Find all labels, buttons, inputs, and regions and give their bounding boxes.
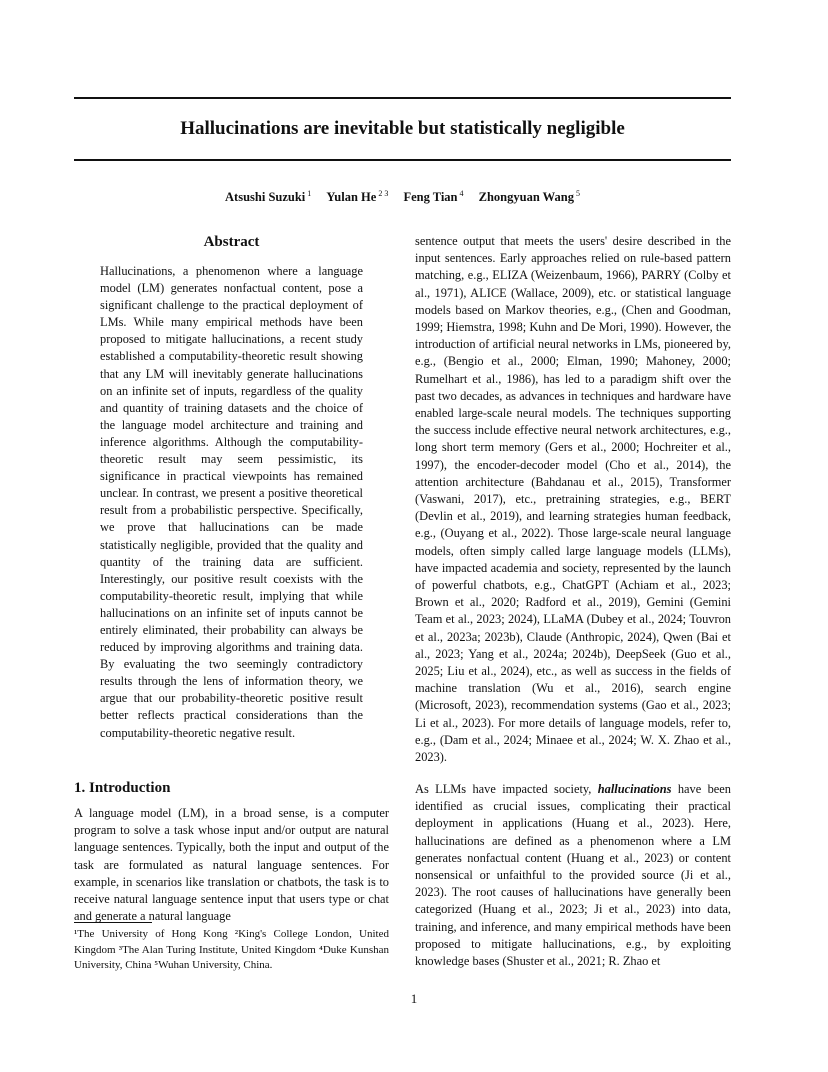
author-affiliation: 1	[307, 189, 312, 198]
author-affiliation: 4	[459, 189, 464, 198]
right-column-paragraph-2	[415, 781, 731, 970]
introduction-heading: 1. Introduction	[74, 780, 171, 796]
title-rule-bottom	[74, 159, 731, 161]
author-3	[403, 190, 463, 204]
title-rule-top	[74, 97, 731, 99]
paragraph-text: As LLMs have impacted society,	[415, 782, 598, 796]
abstract-text: Hallucinations, a phenomenon where a language model (LM) generates nonfactual content, pose a significant challenge to the practical deployment of LMs. While many empirical methods have been proposed to mitigate hallucinations, a recent study established a computability-theoretic result showing that any LM will inevitably generate hallucinations on an infinite set of inputs, regardless of the quality and quantity of training datasets and the choice of the language model architecture and training and inference algorithms. Although the computability-theoretic result may seem pessimistic, its significance in practical viewpoints has remained unclear. In contrast, we present a positive theoretical result from a probabilistic perspective. Specifically, we prove that hallucinations can be made statistically negligible, provided that the quality and quantity of the training data are sufficient. Interestingly, our positive result coexists with the computability-theoretic result, implying that while hallucinations on an infinite set of inputs cannot be entirely eliminated, their probability can always be reduced by improving algorithms and training data. By evaluating the two seemingly contradictory results through the lens of information theory, we argue that our probability-theoretic positive result better reflects practical considerations than the computability-theoretic negative result.	[100, 264, 363, 740]
footnote-rule	[74, 922, 152, 923]
author-affiliation: 2 3	[378, 189, 389, 198]
author-2	[326, 190, 388, 204]
introduction-text: A language model (LM), in a broad sense, is a computer program to solve a task whose input and/or output are natural language sentences. Typically, both the input and output of the task are formulated as natural language sentences. For example, in scenarios like translation or chatbots, the task is to receive natural language sentence input that users type or chat and generate a natural language	[74, 806, 389, 924]
author-name: Feng Tian	[403, 190, 458, 205]
paper-title: Hallucinations are inevitable but statistically negligible	[180, 118, 625, 139]
affiliation-footnote: ¹The University of Hong Kong ²King's College London, United Kingdom ³The Alan Turing Institute, United Kingdom ⁴Duke Kunshan University, China ⁵Wuhan University, China.	[74, 928, 389, 971]
author-name: Yulan He	[326, 190, 377, 205]
author-list	[74, 189, 731, 205]
author-name: Atsushi Suzuki	[225, 190, 306, 205]
author-affiliation: 5	[575, 189, 580, 198]
author-name: Zhongyuan Wang	[478, 190, 574, 205]
emphasized-term: hallucinations	[597, 782, 672, 796]
abstract-heading: Abstract	[203, 234, 260, 250]
author-1	[225, 190, 311, 204]
paragraph-text: have been identified as crucial issues, complicating their practical deployment in applications (Huang et al., 2023). Here, hallucinations are defined as a phenomenon where a LM generates nonfactual content (Huang et al., 2023) or content nonsensical or unfaithful to the provided source (Ji et al., 2023). The root causes of hallucinations have generally been categorized (Huang et al., 2023; Ji et al., 2023) into data, training, and inference, and many empirical methods have been proposed to mitigate hallucinations, e.g., by exploiting knowledge bases (Shuster et al., 2021; R. Zhao et	[415, 782, 731, 969]
right-column-paragraph-1: sentence output that meets the users' desire described in the input sentences. Early approaches relied on rule-based pattern matching, e.g., ELIZA (Weizenbaum, 1966), PARRY (Colby et al., 1971), ALICE (Wallace, 2009), etc. or statistical language models based on Markov theories, e.g., (Chen and Goodman, 1999; Hiemstra, 1998; Kuhn and De Mori, 1990). However, the introduction of artificial neural networks in LMs, pioneered by, e.g., (Bengio et al., 2000; Elman, 1990; Mahoney, 2000; Rumelhart et al., 1986), has led to a paradigm shift over the past two decades, as advances in techniques and hardware have enabled large-scale neural models. The techniques supporting the success include effective neural network architectures, e.g., long short term memory (Gers et al., 2000; Hochreiter et al., 1997), the encoder-decoder model (Cho et al., 2014), the attention architecture (Bahdanau et al., 2015), Transformer (Vaswani, 2017), etc., pretraining strategies, e.g., BERT (Devlin et al., 2019), and learning strategies human feedback, e.g., (Ouyang et al., 2022). Those large-scale neural language models, often simply called large language models (LLMs), have impacted academia and society, represented by the launch of powerful chatbots, e.g., ChatGPT (Achiam et al., 2023; Brown et al., 2020; Radford et al., 2019), Gemini (Gemini Team et al., 2023; 2024), LLaMA (Dubey et al., 2024; Touvron et al., 2023a; 2023b), Claude (Anthropic, 2024), Qwen (Bai et al., 2023; Yang et al., 2024a; 2024b), DeepSeek (Guo et al., 2025; Liu et al., 2024), etc., as well as success in the fields of machine translation (Wu et al., 2016), search engine (Microsoft, 2023), recommendation systems (Gao et al., 2023; Li et al., 2023). For more details of language models, refer to, e.g., (Dam et al., 2024; Minaee et al., 2024; W. X. Zhao et al., 2023).	[415, 234, 731, 765]
author-4	[479, 190, 580, 204]
page-number: 1	[410, 991, 418, 1006]
